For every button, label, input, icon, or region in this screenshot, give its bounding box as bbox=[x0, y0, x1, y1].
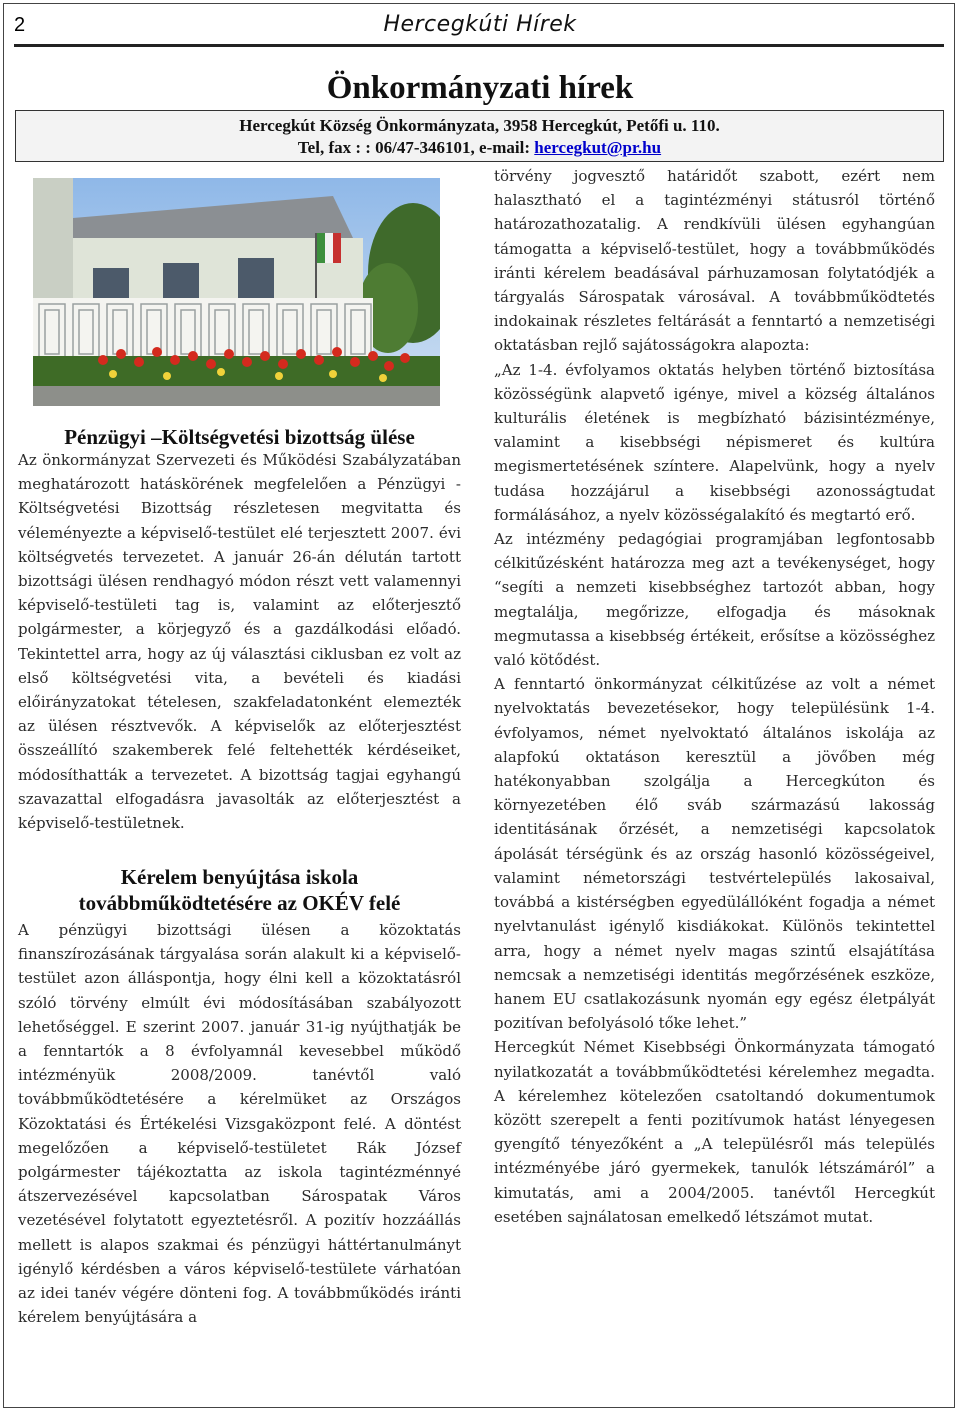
header-rule bbox=[14, 44, 944, 47]
email-link[interactable]: hercegkut@pr.hu bbox=[534, 138, 662, 157]
contact-line bbox=[16, 137, 943, 159]
article2-body-right bbox=[494, 164, 935, 1229]
article2-left-paragraph: A pénzügyi bizottsági ülésen a közoktatás finanszírozásának tárgyalása során alakult ki a képviselő-testület azon álláspontja, hogy élni kell a közoktatásról szóló törvény elmúlt évi módosításában szabályozott lehetőséggel. E szerint 2007. január 31-ig nyújthatják be a fenntartók a 8 évfolyamnál kevesebbel működő intézményük 2008/2009. tanévtől való továbbműködtetésére a kérelmüket az Országos Közoktatási és Értékelési Vizsgaközpont felé. A döntést megelőzően a képviselő-testületet Rák József polgármester tájékoztatta az iskola tagintézménnyé átszervezésével kapcsolatban Sárospatak Város vezetésével folytatott egyeztetésről. A pozitív hozzáállás mellett is alapos szakmai és pénzügyi háttértanulmányt igénylő kérdésben a város képviselő-testülete várhatóan az idei tanév végére dönteni fog. A továbbműködés iránti kérelem benyújtására a bbox=[18, 921, 461, 1327]
article2-title bbox=[18, 864, 461, 916]
page-number: 2 bbox=[14, 14, 26, 36]
phone-text: Tel, fax : : 06/47-346101, e-mail: bbox=[297, 138, 535, 157]
article2-right-paragraph: A fenntartó önkormányzat célkitűzése az volt a német nyelvoktatás bevezetésekor, hogy településünk 1-4. évfolyamos, német nyelvoktató általános iskolája az alapfokú oktatáson keresztül a jövőben még hatékonyabban szolgálja a Hercegkúton és környezetében élő sváb származású lakosság identitásának őrzését, a nemzetiségi kapcsolatok ápolását térségünk és az ország hasonló közösségeivel, valamint németországi testvértelepülés lakosaival, továbbá a kistérségben egyedülállóként fogadja a német nyelvtanulást igénylő kisdiákokat. Különös tekintettel arra, hogy a német nyelv magas szintű elsajátítása nemcsak a nemzetiségi identitás megőrzésének eszköze, hanem EU csatlakozásunk nyomán egy egész életpályát pozitívan befolyásoló tőke lehet.” bbox=[494, 675, 935, 1033]
article2-right-paragraph: „Az 1-4. évfolyamos oktatás helyben történő biztosítása közösségünk alapvető igénye, mivel a község általános kulturális életének is megbízható bázisintézménye, valamint a kisebbségi népismeret és kultúra megismertetésének színtere. Alapelvünk, hogy a nyelv tudása hozzájárul a kisebbségi azonosságtudat formálásához, a nyelv közösségalakító és megtartó erő. bbox=[494, 360, 935, 524]
town-hall-photo bbox=[33, 178, 440, 406]
article1-body bbox=[18, 448, 461, 835]
article2-title-line2: továbbműködtetésére az OKÉV felé bbox=[78, 891, 401, 915]
photo-illustration bbox=[33, 178, 440, 406]
article1-title: Pénzügyi –Költségvetési bizottság ülése bbox=[64, 425, 415, 449]
article2-right-paragraph: Az intézmény pedagógiai programjában legfontosabb célkitűzésként határozza meg azt a tevékenységet, hogy “segíti a nemzeti kisebbséghez tartozót abban, hogy megtalálja, megőrizze, elfogadja és másoknak megmutassa a kisebbség értékeit, erősítse a közösséghez való kötődést. bbox=[494, 530, 935, 670]
contact-info-box bbox=[15, 110, 944, 162]
address-line: Hercegkút Község Önkormányzata, 3958 Hercegkút, Petőfi u. 110. bbox=[239, 116, 720, 135]
article1-paragraph: Az önkormányzat Szervezeti és Működési Szabályzatában meghatározott hatáskörének megfelelően a Pénzügyi - Költségvetési Bizottság részletesen megvitatta és véleményezte a képviselő-testület elé terjesztett 2007. évi költségvetés tervezetet. A január 26-án délután tartott bizottsági ülésen rendhagyó módon részt vett valamennyi képviselő-testületi tag is, valamint az előterjesztő polgármester, a körjegyző és a gazdálkodási előadó. Tekintettel arra, hogy az új választási ciklusban ez volt az első költségvetési vita, a bevételi és kiadási előirányzatokat tételesen, szakfeladatonként elemezték az ülésen résztvevők. A képviselők az előterjesztést összeállító szakemberek felé feltehették kérdéseiket, módosíthatták a tervezetet. A bizottság tagjai egyhangú szavazattal elfogadásra javasolták az előterjesztést a képviselő-testületnek. bbox=[18, 451, 461, 833]
section-title: Önkormányzati hírek bbox=[326, 70, 634, 106]
article2-body-left bbox=[18, 918, 461, 1329]
article2-right-paragraph: Hercegkút Német Kisebbségi Önkormányzata támogató nyilatkozatát a továbbműködtetési kérelemhez megadta. A kérelemhez kötelezően csatoltandó dokumentumok között szerepelt a fenti pozitívumok hatást lényegesen gyengítő tényezőként a „A településről más település intézményébe járó gyermekek, tanulók létszámáról” a kimutatás, ami a 2004/2005. tanévtől Hercegkút esetében sajnálatosan emelkedő létszámot mutat. bbox=[494, 1038, 935, 1226]
publication-title: Hercegkúti Hírek bbox=[383, 12, 577, 37]
article2-title-line1: Kérelem benyújtása iskola bbox=[120, 865, 359, 889]
article2-right-paragraph: törvény jogvesztő határidőt szabott, ezért nem halasztható el a tagintézményi státusról történő határozathozatalig. A rendkívüli ülésen egyhangúan támogatta a képviselő-testület, hogy a továbbműködés iránti kérelem beadásával párhuzamosan folytatódjék a tárgyalás Sárospatak városával. A továbbműködtetés indokainak részletes feltárását a fenntartó a nemzetiségi oktatásban rejlő sajátosságokra alapozta: bbox=[494, 167, 935, 355]
